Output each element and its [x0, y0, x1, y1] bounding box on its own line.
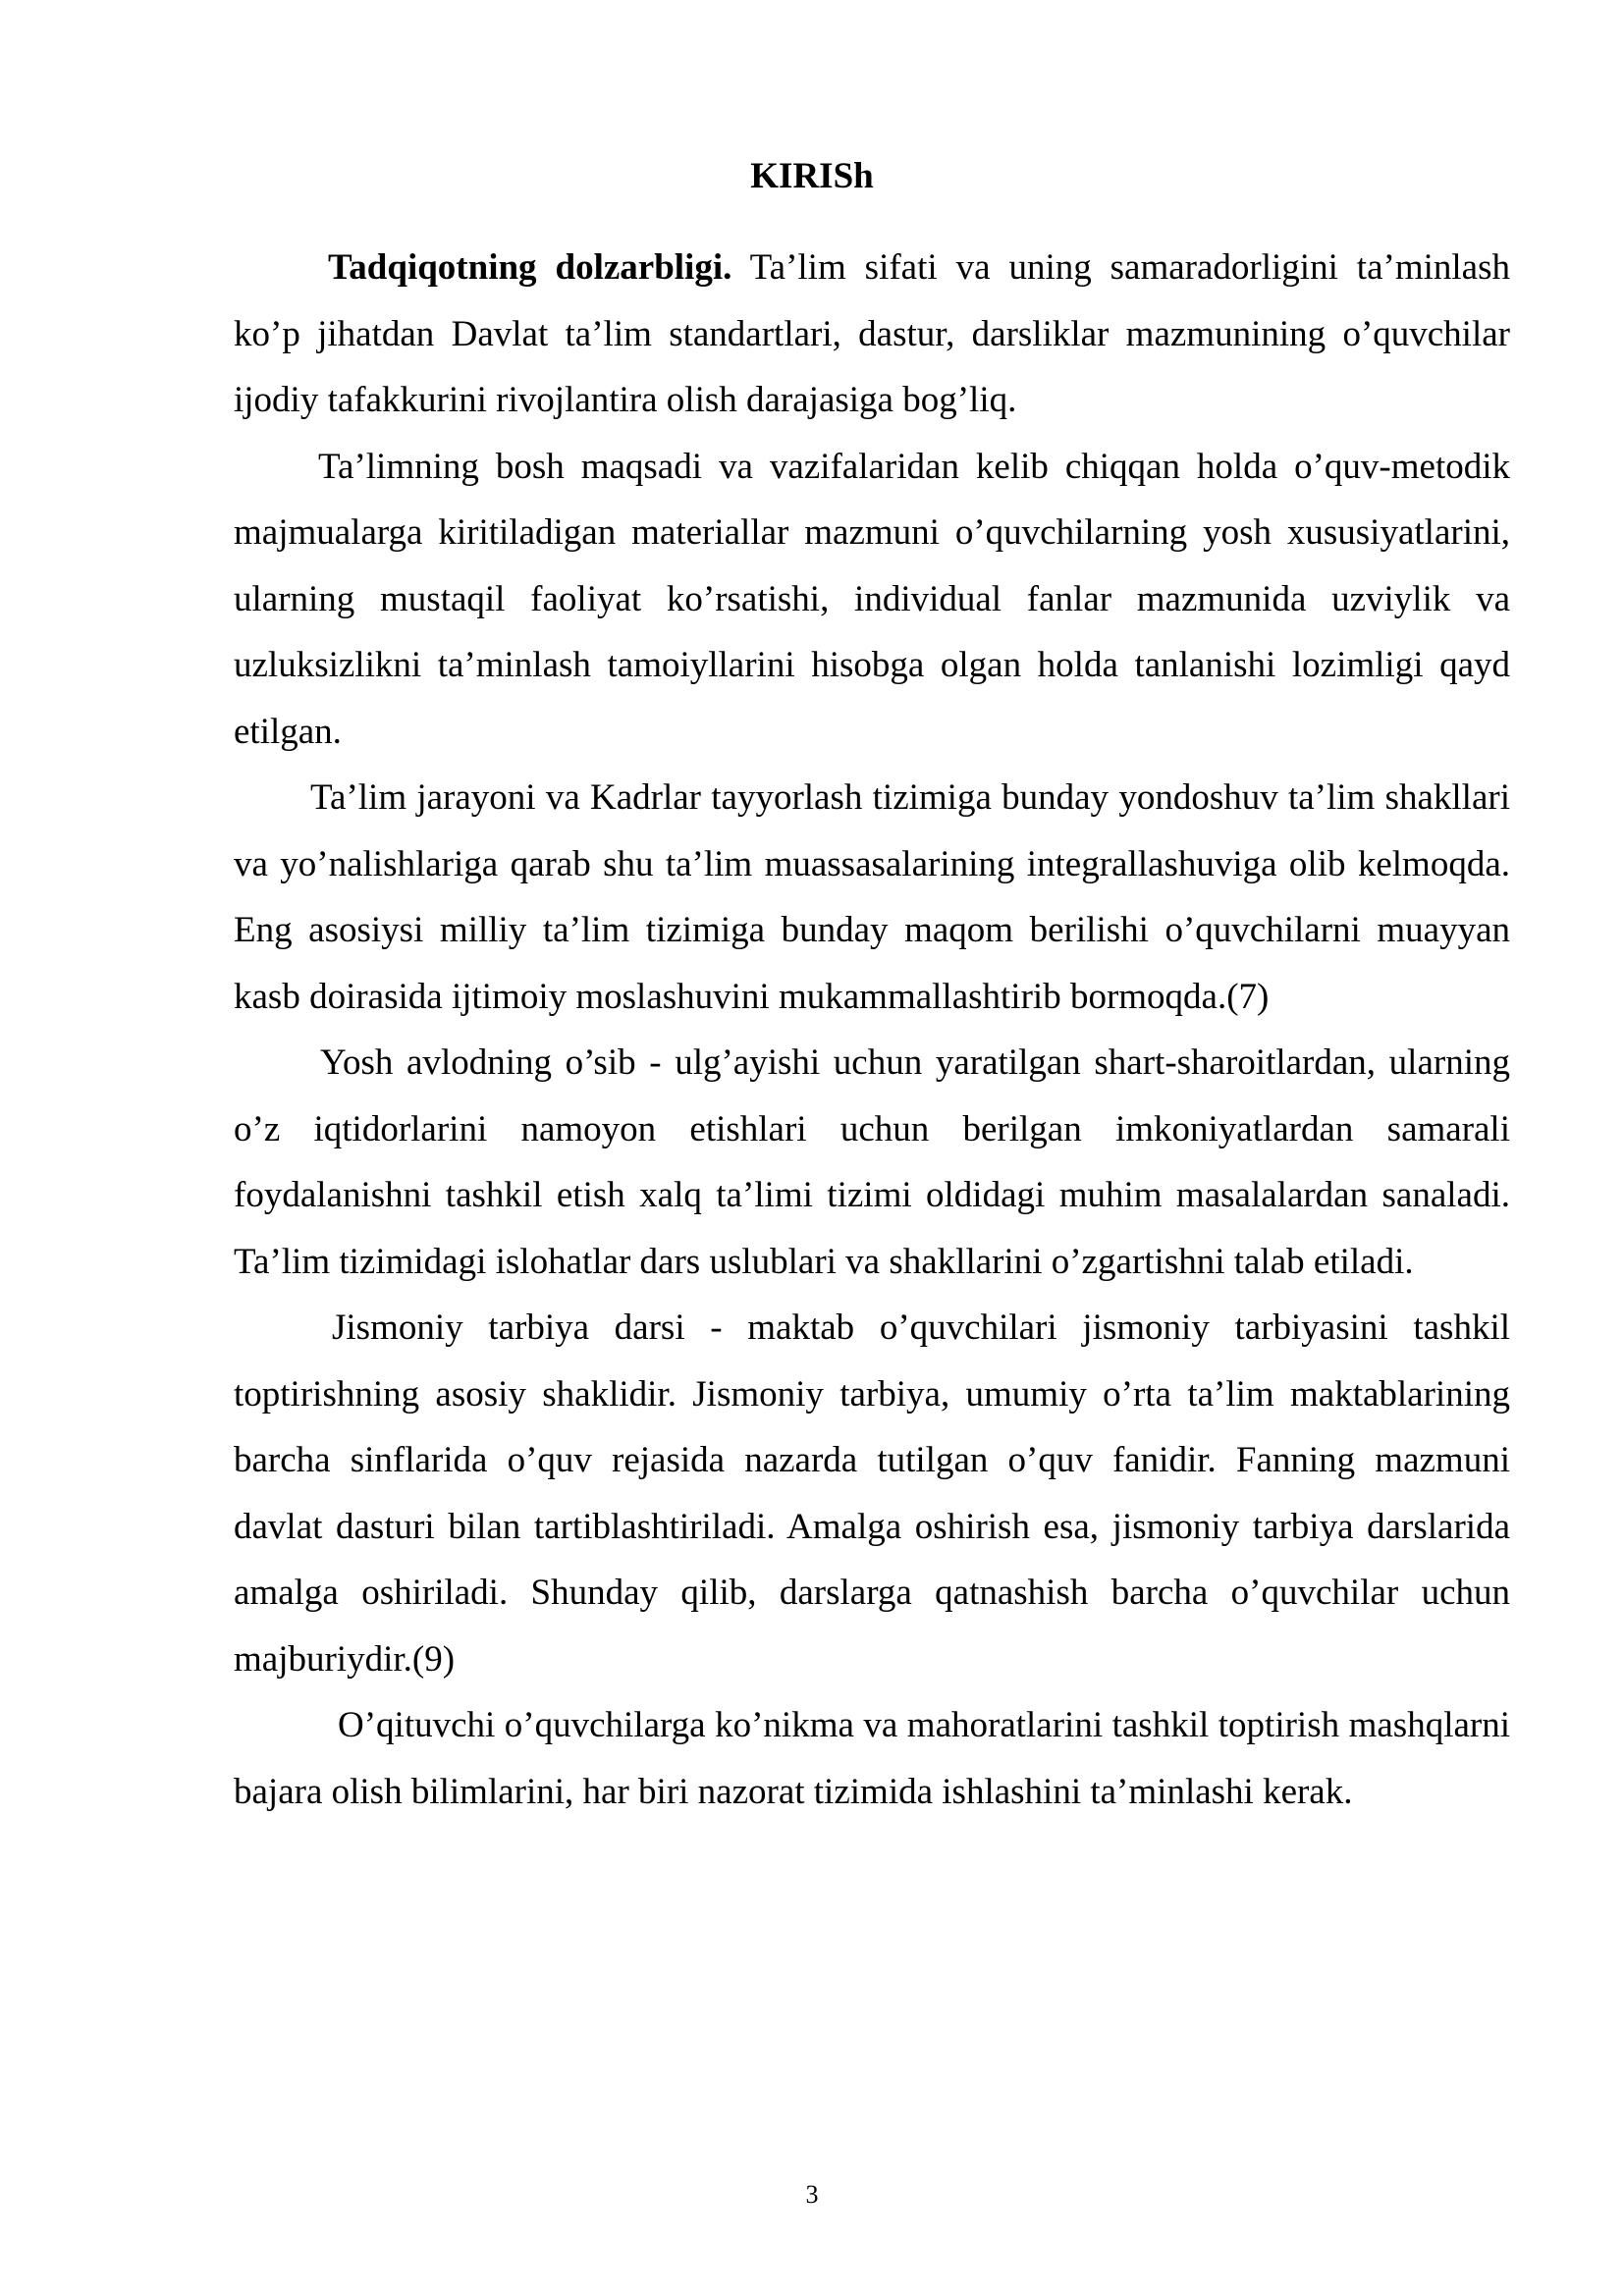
paragraph-relevance — [234, 235, 1510, 434]
section-heading: KIRISh — [750, 156, 874, 196]
paragraph-education-goal: Ta’limning bosh maqsadi va vazifalaridan kelib chiqqan holda o’quv-metodik majmualarga kiritiladigan materiallar mazmuni o’quvchilarning yosh xususiyatlarini, ularning mustaqil faoliyat ko’rsatishi, individual fanlar mazmunida uzviylik va uzluksizlikni ta’minlash tamoiyllarini hisobga olgan holda tanlanishi lozimligi qayd etilgan. — [234, 446, 1510, 752]
page-number: 3 — [805, 2180, 819, 2209]
paragraph-lead: Tadqiqotning dolzarbligi. — [328, 247, 732, 288]
paragraph-young-generation: Yosh avlodning o’sib - ulg’ayishi uchun yaratilgan shart-sharoitlardan, ularning o’z iqtidorlarini namoyon etishlari uchun berilgan imkoniyatlardan samarali foydalanishni tashkil etish xalq ta’limi tizimi oldidagi muhim masalalardan sanaladi. Ta’lim tizimidagi islohatlar dars uslublari va shakllarini o’zgartishni talab etiladi. — [234, 1042, 1510, 1282]
paragraph-physical-education: Jismoniy tarbiya darsi - maktab o’quvchilari jismoniy tarbiyasini tashkil toptirishning asosiy shaklidir. Jismoniy tarbiya, umumiy o’rta ta’lim maktablarining barcha sinflarida o’quv rejasida nazarda tutilgan o’quv fanidir. Fanning mazmuni davlat dasturi bilan tartiblashtiriladi. Amalga oshirish esa, jismoniy tarbiya darslarida amalga oshiriladi. Shunday qilib, darslarga qatnashish barcha o’quvchilar uchun majburiydir.(9) — [234, 1308, 1510, 1680]
paragraph-teacher: O’qituvchi o’quvchilarga ko’nikma va mahoratlarini tashkil toptirish mashqlarni bajara olish bilimlarini, har biri nazorat tizimida ishlashini ta’minlashi kerak. — [234, 1705, 1510, 1812]
paragraph-training-system: Ta’lim jarayoni va Kadrlar tayyorlash tizimiga bunday yondoshuv ta’lim shakllari va yo’nalishlariga qarab shu ta’lim muassasalarining integrallashuviga olib kelmoqda. Eng asosiysi milliy ta’lim tizimiga bunday maqom berilishi o’quvchilarni muayyan kasb doirasida ijtimoiy moslashuvini mukammallashtirib bormoqda.(7) — [234, 777, 1510, 1017]
paragraph-text: Ta’lim sifati va uning samaradorligini ta’minlash ko’p jihatdan Davlat ta’lim standartlari, dastur, darsliklar mazmunining o’quvchilar ijodiy tafakkurini rivojlantira olish darajasiga bog’liq. — [234, 247, 1510, 420]
body-text — [234, 235, 1510, 1825]
